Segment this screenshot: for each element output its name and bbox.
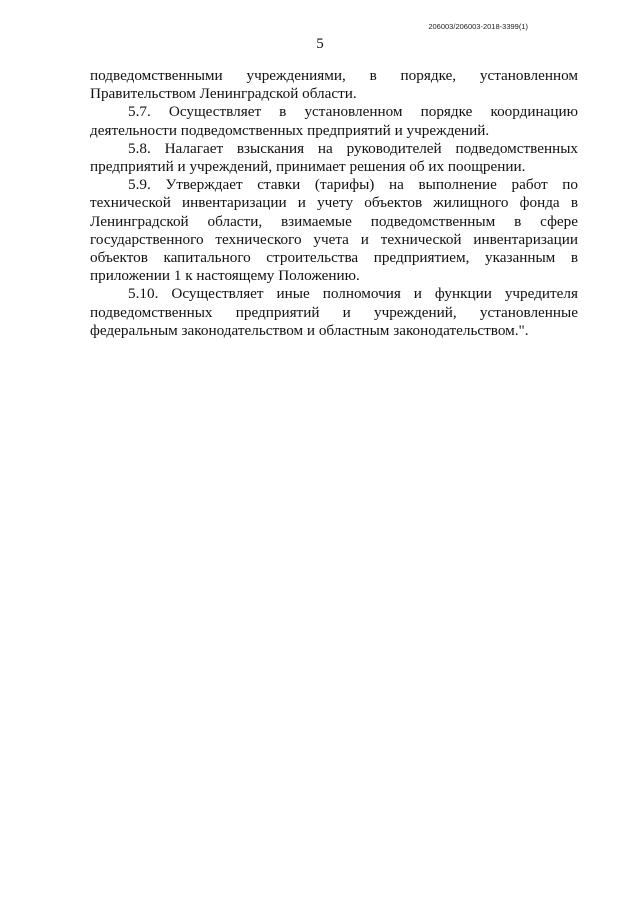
paragraph-5-7: 5.7. Осуществляет в установленном порядке координацию деятельности подведомственных предприятий и учреждений.	[90, 103, 578, 139]
paragraph-5-6-continuation: подведомственными учреждениями, в порядке, установленном Правительством Ленинградской области.	[90, 67, 578, 103]
document-body	[90, 67, 578, 340]
paragraph-5-8: 5.8. Налагает взыскания на руководителей подведомственных предприятий и учреждений, принимает решения об их поощрении.	[90, 139, 578, 176]
paragraph-5-9: 5.9. Утверждает ставки (тарифы) на выполнение работ по технической инвентаризации и учету объектов жилищного фонда в Ленинградской области, взимаемые подведомственным в сфере государственного технического учета и технической инвентаризации объектов капитального строительства предприятием, указанным в приложении 1 к настоящему Положению.	[90, 176, 578, 285]
page-number: 5	[316, 36, 324, 52]
document-id: 206003/206003-2018-3399(1)	[428, 22, 528, 31]
paragraph-5-10: 5.10. Осуществляет иные полномочия и функции учредителя подведомственных предприятий и учреждений, установленные федеральным законодательством и областным законодательством.".	[90, 285, 578, 339]
